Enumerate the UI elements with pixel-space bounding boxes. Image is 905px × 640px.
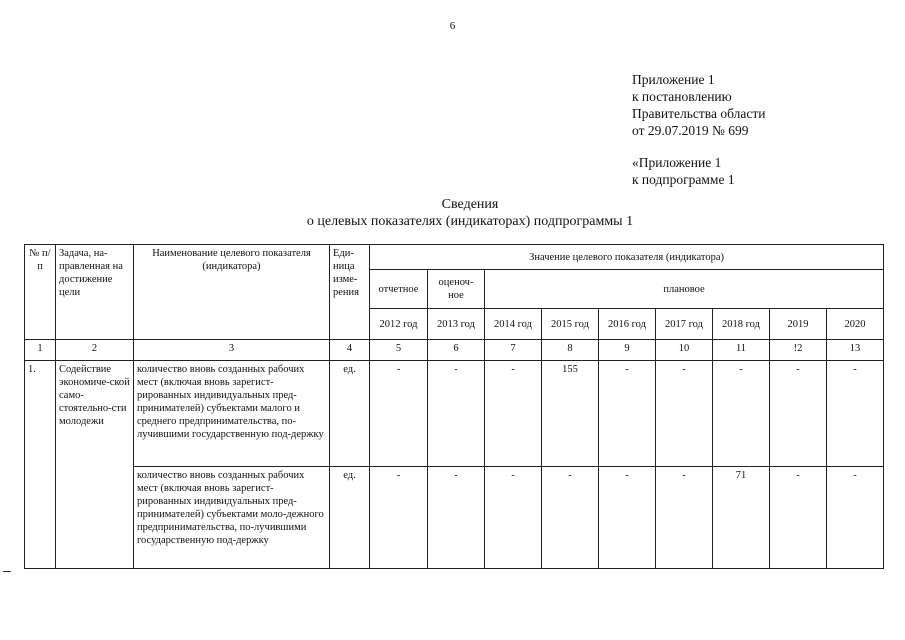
header-value: Значение целевого показателя (индикатора) [370,245,884,270]
row-value: - [428,467,485,569]
row-value: - [485,467,542,569]
row-value: - [713,361,770,467]
header-indicator-name: Наименование целевого показателя (индикатора) [134,245,330,340]
header-row [25,245,884,270]
row-value: - [656,467,713,569]
column-number-row [25,340,884,361]
row-value: - [599,361,656,467]
column-number: 8 [542,340,599,361]
year-cell: 2013 год [428,309,485,340]
header-planned: плановое [485,270,884,309]
column-number: !2 [770,340,827,361]
page-number: 6 [449,20,456,32]
row-unit: ед. [330,467,370,569]
row-value: - [370,361,428,467]
appendix-line: к подпрограмме 1 [632,172,735,187]
column-number: 1 [25,340,56,361]
appendix-line: Правительства области [632,106,766,121]
year-cell: 2014 год [485,309,542,340]
row-value: - [542,467,599,569]
appendix-block [632,71,765,188]
indicators-table [24,244,884,569]
year-cell: 2017 год [656,309,713,340]
document-title [0,196,905,230]
appendix-line: Приложение 1 [632,72,715,87]
header-estimated: оценоч-ное [428,270,485,309]
column-number: 5 [370,340,428,361]
table-row [25,361,884,467]
column-number: 13 [827,340,884,361]
year-cell: 2018 год [713,309,770,340]
row-value: - [599,467,656,569]
column-number: 9 [599,340,656,361]
row-value: - [485,361,542,467]
row-unit: ед. [330,361,370,467]
year-cell: 2019 [770,309,827,340]
column-number: 10 [656,340,713,361]
row-value: - [770,467,827,569]
row-value: - [428,361,485,467]
header-task: Задача, на-правленная на достижение цели [56,245,134,340]
row-value: - [827,467,884,569]
appendix-line: «Приложение 1 [632,155,722,170]
column-number: 3 [134,340,330,361]
column-number: 2 [56,340,134,361]
row-value: - [370,467,428,569]
year-cell: 2015 год [542,309,599,340]
year-cell: 2016 год [599,309,656,340]
margin-mark [3,571,11,572]
row-number: 1. [25,361,56,569]
column-number: 4 [330,340,370,361]
row-indicator: количество вновь созданных рабочих мест (включая вновь зарегист-рированных индивидуальных пред-принимателей) субъектами малого и среднего предпринимательства, по-лучившими государственную под-держку [134,361,330,467]
column-number: 11 [713,340,770,361]
header-unit: Еди-ница изме-рения [330,245,370,340]
row-value: 71 [713,467,770,569]
appendix-line: от 29.07.2019 № 699 [632,123,749,138]
title-line: Сведения [441,197,499,212]
row-task: Содействие экономиче-ской само-стоятельно-сти молодежи [56,361,134,569]
title-line: о целевых показателях (индикаторах) подпрограммы 1 [306,214,634,229]
year-cell: 2020 [827,309,884,340]
column-number: 6 [428,340,485,361]
header-num: № п/п [25,245,56,340]
row-value: - [656,361,713,467]
row-value: 155 [542,361,599,467]
appendix-line: к постановлению [632,89,732,104]
column-number: 7 [485,340,542,361]
row-indicator: количество вновь созданных рабочих мест (включая вновь зарегист-рированных индивидуальных пред-принимателей) субъектами моло-дежного предпринимательства, по-лучившими государственную под-держку [134,467,330,569]
row-value: - [770,361,827,467]
table-row [25,467,884,569]
row-value: - [827,361,884,467]
header-reported: отчетное [370,270,428,309]
year-cell: 2012 год [370,309,428,340]
